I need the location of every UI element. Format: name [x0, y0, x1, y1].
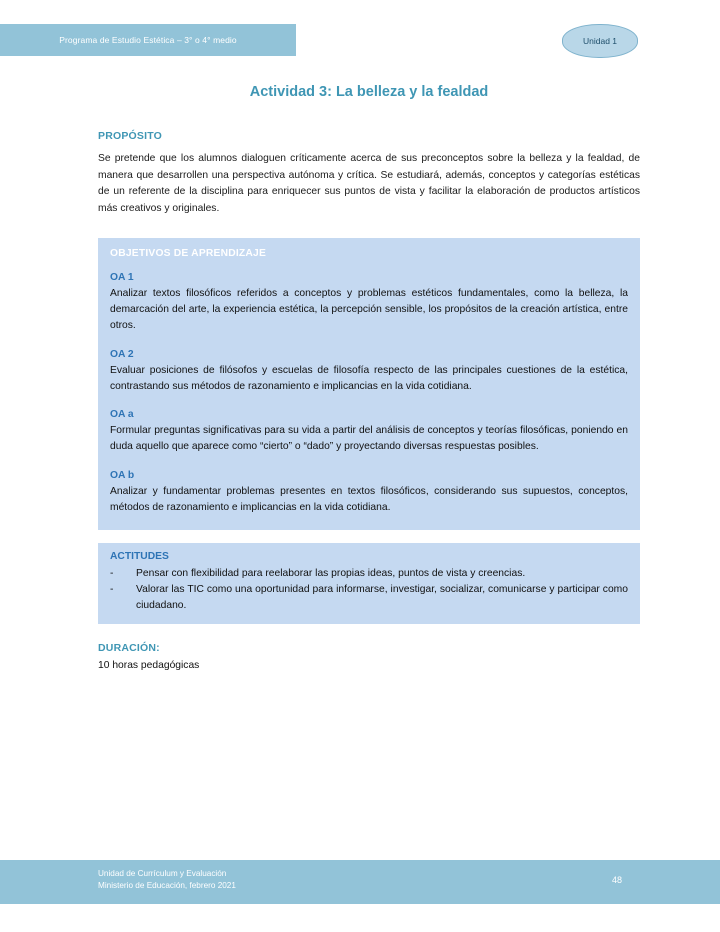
page-footer — [0, 860, 720, 904]
footer-line-2: Ministerio de Educación, febrero 2021 — [98, 880, 236, 890]
page-number: 48 — [611, 875, 622, 885]
header-program-label: Programa de Estudio Estética – 3° o 4° medio — [59, 35, 237, 45]
objective-item — [110, 409, 628, 455]
objective-code: OA a — [110, 409, 134, 421]
list-item — [110, 566, 628, 582]
document-content — [98, 0, 640, 671]
objective-code: OA b — [110, 470, 135, 482]
purpose-heading: PROPÓSITO — [98, 130, 163, 142]
objective-code: OA 2 — [110, 348, 134, 360]
unit-badge-label: Unidad 1 — [582, 36, 618, 46]
footer-content — [98, 868, 640, 892]
learning-objectives-heading: OBJETIVOS DE APRENDIZAJE — [110, 247, 267, 259]
attitudes-heading: ACTITUDES — [110, 551, 169, 563]
attitude-text: Pensar con flexibilidad para reelaborar las propias ideas, puntos de vista y creencias. — [136, 568, 526, 580]
attitudes-box — [98, 543, 640, 624]
objective-text: Evaluar posiciones de filósofos y escuelas de filosofía respecto de las principales cuestiones de la estética, contrastando sus métodos de razonamiento e implicancias en la vida cotidiana. — [110, 364, 628, 392]
attitude-text: Valorar las TIC como una oportunidad para informarse, investigar, socializar, comunicarse y participar como ciudadano. — [136, 584, 628, 612]
objective-item — [110, 272, 628, 334]
learning-objectives-box — [98, 238, 640, 531]
objective-text: Analizar textos filosóficos referidos a conceptos y problemas estéticos fundamentales, como la belleza, la demarcación del arte, la experiencia estética, la percepción sensible, los propósitos de la creación artística, entre otros. — [110, 287, 628, 331]
page-title: Actividad 3: La belleza y la fealdad — [249, 84, 489, 100]
objective-text: Formular preguntas significativas para su vida a partir del análisis de conceptos y teorías filosóficas, poniendo en duda aquello que aparece como “cierto” o “dado” y proyectando diversas respuestas posibles. — [110, 425, 628, 453]
list-item — [110, 582, 628, 614]
objective-code: OA 1 — [110, 271, 134, 283]
bullet-dash: - — [110, 568, 114, 580]
objective-item — [110, 470, 628, 516]
footer-institution — [98, 868, 236, 892]
attitudes-list — [110, 566, 628, 614]
objective-text: Analizar y fundamentar problemas presentes en textos filosóficos, considerando sus supuestos, conceptos, métodos de razonamiento e implicancias en la vida cotidiana. — [110, 486, 628, 514]
bullet-dash: - — [110, 584, 114, 596]
footer-line-1: Unidad de Currículum y Evaluación — [98, 869, 227, 878]
duration-value: 10 horas pedagógicas — [98, 660, 200, 672]
objective-item — [110, 349, 628, 395]
purpose-text: Se pretende que los alumnos dialoguen críticamente acerca de sus preconceptos sobre la belleza y la fealdad, de manera que desarrollen una perspectiva autónoma y crítica. Se estudiará, además, conceptos y categorías estéticas de un referente de la disciplina para enriquecer sus puntos de vista y facilitar la elaboración de productos artísticos más creativos y originales. — [98, 153, 640, 215]
duration-heading: DURACIÓN: — [98, 642, 160, 655]
